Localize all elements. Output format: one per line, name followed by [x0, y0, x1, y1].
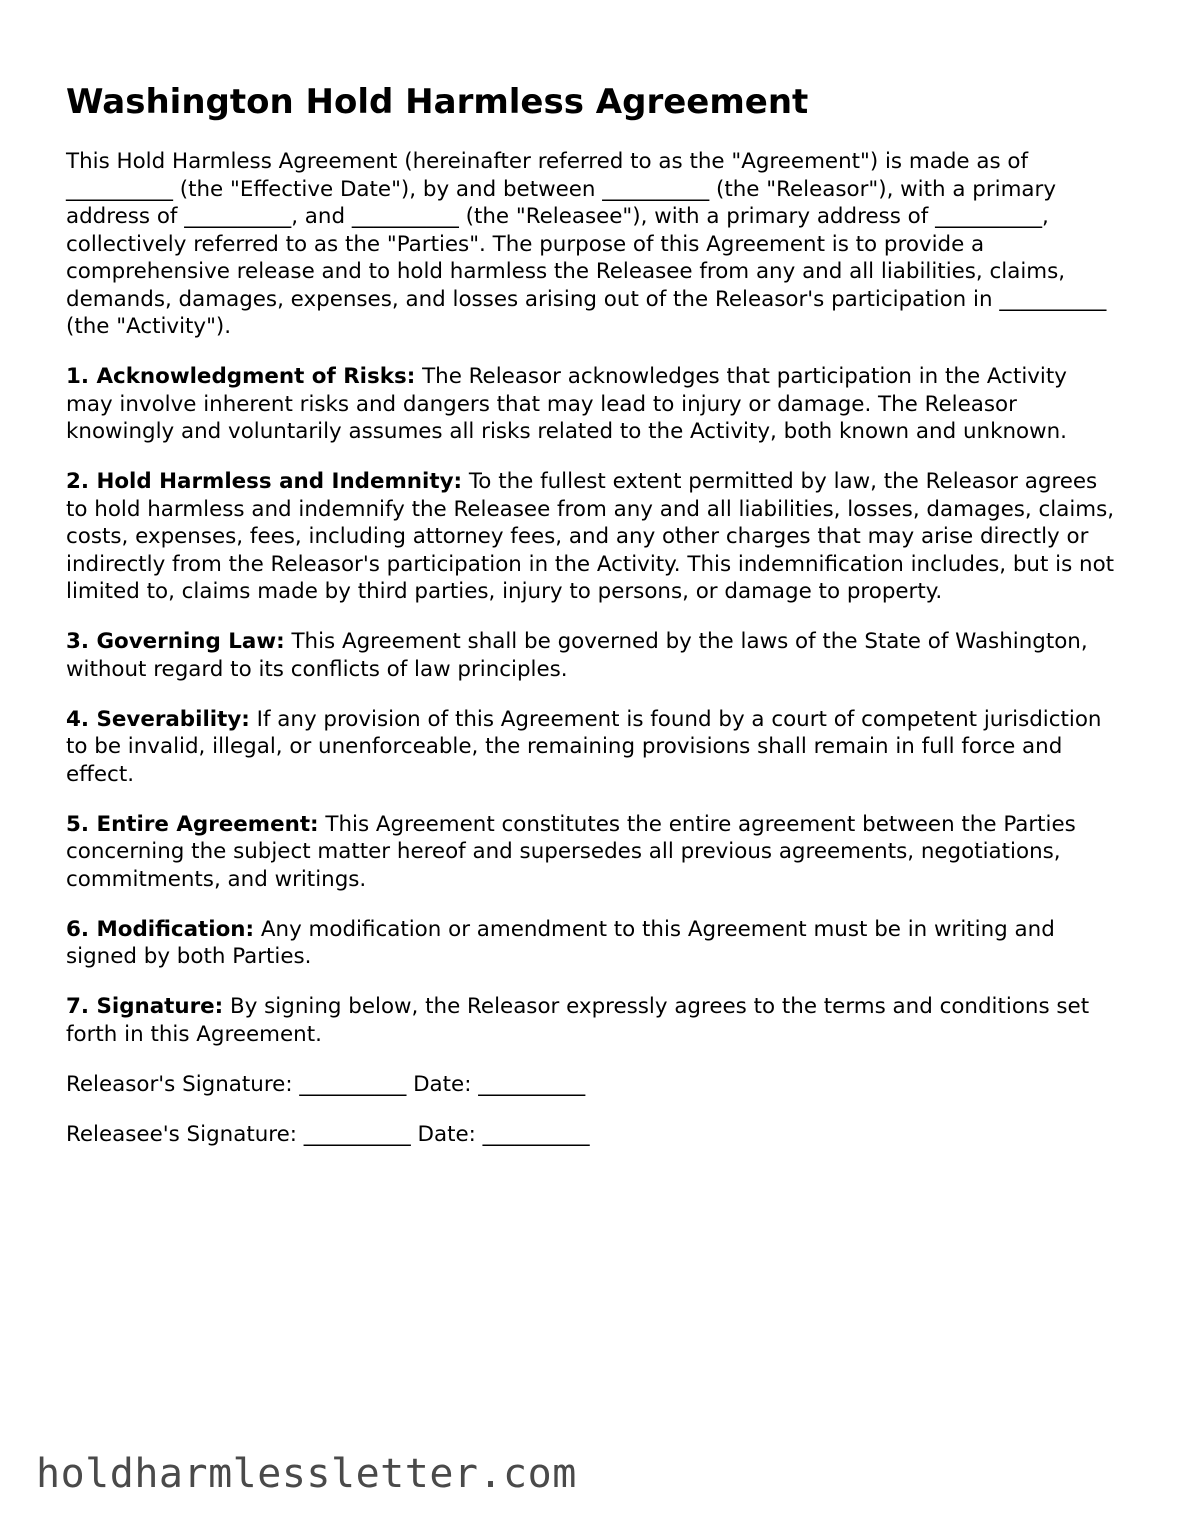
section-signature — [66, 993, 1116, 1048]
section-severability — [66, 706, 1116, 789]
section-heading: 6. Modification: — [66, 916, 255, 942]
section-text: The Releasor acknowledges that participation in the Activity may involve inherent risks and dangers that may lead to injury or damage. The Releasor knowingly and voluntarily assumes all risks related to the Activity, both known and unknown. — [66, 364, 1067, 444]
section-text: If any provision of this Agreement is found by a court of competent jurisdiction to be invalid, illegal, or unenforceable, the remaining provisions shall remain in full force and effect. — [66, 706, 1102, 787]
releasee-signature-line: Releasee's Signature: __________ Date: __________ — [66, 1122, 590, 1147]
section-acknowledgment-of-risks — [66, 363, 1116, 446]
section-heading: 1. Acknowledgment of Risks: — [66, 364, 416, 389]
releasor-signature-line: Releasor's Signature: __________ Date: __________ — [66, 1071, 586, 1097]
intro-paragraph: This Hold Harmless Agreement (hereinafter referred to as the "Agreement") is made as of __________ (the "Effective Date"), by and between __________ (the "Releasor"), with a primary address of __________, and __________ (the "Releasee"), with a primary address of __________, collectively referred to as the "Parties". The purpose of this Agreement is to provide a comprehensive release and to hold harmless the Releasee from any and all liabilities, claims, demands, damages, expenses, and losses arising out of the Releasor's participation in __________ (the "Activity"). — [66, 149, 1107, 339]
section-text: Any modification or amendment to this Agreement must be in writing and signed by both Parties. — [66, 916, 1055, 969]
section-governing-law — [66, 628, 1116, 683]
section-heading: 4. Severability: — [66, 706, 250, 732]
document-title: Washington Hold Harmless Agreement — [66, 82, 809, 122]
section-entire-agreement — [66, 811, 1116, 894]
section-text: This Agreement shall be governed by the laws of the State of Washington, without regard to its conflicts of law principles. — [66, 629, 1088, 682]
section-text: This Agreement constitutes the entire agreement between the Parties concerning the subject matter hereof and supersedes all previous agreements, negotiations, commitments, and writings. — [66, 811, 1076, 892]
section-modification — [66, 916, 1116, 971]
document-page — [66, 78, 1116, 1172]
site-watermark: holdharmlessletter.com — [36, 1451, 577, 1497]
section-heading: 7. Signature: — [66, 994, 224, 1019]
section-text: To the fullest extent permitted by law, the Releasor agrees to hold harmless and indemnify the Releasee from any and all liabilities, losses, damages, claims, costs, expenses, fees, including attorney fees, and any other charges that may arise directly or indirectly from the Releasor's participation in the Activity. This indemnification includes, but is not limited to, claims made by third parties, injury to persons, or damage to property. — [66, 469, 1115, 604]
section-text: By signing below, the Releasor expressly agrees to the terms and conditions set forth in this Agreement. — [66, 994, 1090, 1047]
section-heading: 5. Entire Agreement: — [66, 811, 319, 837]
section-hold-harmless-and-indemnity — [66, 468, 1116, 606]
section-heading: 2. Hold Harmless and Indemnity: — [66, 469, 463, 494]
section-heading: 3. Governing Law: — [66, 629, 285, 654]
